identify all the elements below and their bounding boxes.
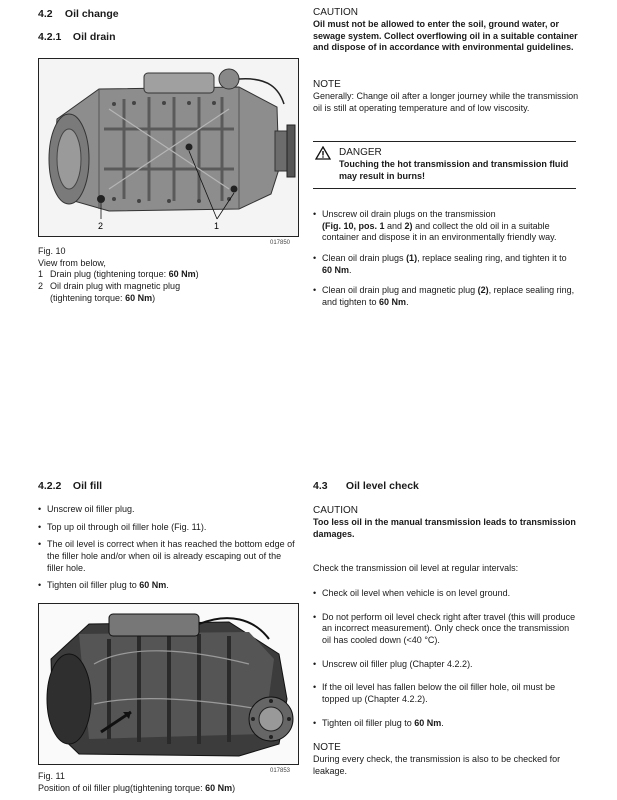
caution-block-top bbox=[313, 6, 579, 54]
note-text: During every check, the transmission is also to be checked for leakage. bbox=[313, 754, 561, 776]
fill-step-3: • The oil level is correct when it has reached the bottom edge of the filler hole and/or when oil is already escaping out of the filler hole. bbox=[38, 539, 298, 574]
danger-top-rule bbox=[313, 141, 576, 142]
check-step-1: • Check oil level when vehicle is on level ground. bbox=[313, 588, 579, 600]
subsection-heading-4-2-1 bbox=[38, 31, 116, 45]
note-label: NOTE bbox=[313, 79, 341, 90]
fill-step-1: • Unscrew oil filler plug. bbox=[38, 504, 298, 516]
figure-11-label: Fig. 11 bbox=[38, 771, 65, 781]
legend-item-2: 2 Oil drain plug with magnetic plug (tightening torque: 60 Nm) bbox=[38, 281, 181, 303]
check-step-5: • Tighten oil filler plug to 60 Nm. bbox=[313, 718, 579, 730]
figure-11-caption-text: Position of oil filler plug(tightening torque: 60 Nm) bbox=[38, 782, 236, 793]
drain-step-2: • Clean oil drain plugs (1), replace sealing ring, and tighten it to 60 Nm. bbox=[313, 253, 579, 276]
note-block-bottom bbox=[313, 741, 579, 777]
subsection-number: 4.2.2 bbox=[38, 480, 62, 492]
caution-label: CAUTION bbox=[313, 505, 358, 516]
callout-2: 2 bbox=[98, 221, 104, 231]
subsection-title: Oil drain bbox=[72, 31, 116, 43]
caution-text: Oil must not be allowed to enter the soil, ground water, or sewage system. Collect overflowing oil in a suitable container and dispose of in accordance with environmental guidelines. bbox=[313, 19, 578, 53]
drain-steps-list bbox=[313, 209, 579, 309]
caution-block-bottom bbox=[313, 504, 579, 540]
drain-plug-1-marker-a bbox=[186, 144, 193, 151]
check-step-2: • Do not perform oil level check right after travel (this will produce an incorrect measurement). Only check once the transmission oil has cooled down (<40 °C). bbox=[313, 612, 579, 647]
figure-11-transmission-photo bbox=[38, 603, 299, 765]
check-step-3: • Unscrew oil filler plug (Chapter 4.2.2). bbox=[313, 659, 579, 671]
drain-plug-1-marker-b bbox=[231, 186, 238, 193]
legend-item-1: 1 Drain plug (tightening torque: 60 Nm) bbox=[38, 269, 199, 280]
figure-10-transmission-image bbox=[38, 58, 299, 237]
figure-11-code: 017853 bbox=[270, 768, 291, 774]
figure-11-caption bbox=[38, 771, 298, 794]
note-block-top bbox=[313, 78, 579, 114]
section-heading-4-2 bbox=[38, 8, 119, 22]
subsection-heading-4-2-2 bbox=[38, 480, 102, 494]
fill-step-4: • Tighten oil filler plug to 60 Nm. bbox=[38, 580, 298, 592]
callout-1: 1 bbox=[214, 221, 220, 231]
level-check-steps bbox=[313, 588, 579, 730]
figure-10-caption bbox=[38, 246, 298, 304]
drain-step-3: • Clean oil drain plug and magnetic plug (2), replace sealing ring, and tighten to 60 Nm. bbox=[313, 285, 579, 308]
danger-label: DANGER bbox=[339, 147, 382, 158]
section-title: Oil level check bbox=[345, 480, 419, 492]
level-check-intro: Check the transmission oil level at regular intervals: bbox=[313, 563, 519, 573]
section-heading-4-3 bbox=[313, 480, 419, 494]
subsection-title: Oil fill bbox=[72, 480, 103, 492]
figure-label: Fig. 10 bbox=[38, 246, 66, 256]
section-number: 4.2 bbox=[38, 8, 53, 20]
caution-label: CAUTION bbox=[313, 7, 358, 18]
figure-code: 017850 bbox=[270, 240, 291, 246]
note-text: Generally: Change oil after a longer journey while the transmission oil is still at operating temperature and of low viscosity. bbox=[313, 91, 579, 113]
subsection-number: 4.2.1 bbox=[38, 31, 62, 43]
drain-plug-2-marker bbox=[97, 195, 105, 203]
danger-bottom-rule bbox=[313, 188, 576, 189]
oil-fill-steps bbox=[38, 504, 298, 592]
warning-triangle-icon bbox=[315, 146, 331, 160]
fill-step-2: • Top up oil through oil filler hole (Fig. 11). bbox=[38, 522, 298, 534]
section-title: Oil change bbox=[64, 8, 119, 20]
drain-step-1: • Unscrew oil drain plugs on the transmission (Fig. 10, pos. 1 and 2) and collect the old oil in a suitable container and dispose it in an environmentally friendly way. bbox=[313, 209, 579, 244]
danger-text: Touching the hot transmission and transmission fluid may result in burns! bbox=[339, 159, 569, 181]
figure-caption-text: View from below, bbox=[38, 257, 106, 268]
danger-block bbox=[313, 146, 579, 182]
transmission-photo-drawing bbox=[39, 604, 298, 764]
section-number: 4.3 bbox=[313, 480, 328, 492]
check-step-4: • If the oil level has fallen below the oil filler hole, oil must be topped up (Chapter 4.2.2). bbox=[313, 682, 579, 705]
caution-text: Too less oil in the manual transmission leads to transmission damages. bbox=[313, 517, 576, 539]
transmission-drawing bbox=[39, 59, 298, 236]
note-label: NOTE bbox=[313, 742, 341, 753]
